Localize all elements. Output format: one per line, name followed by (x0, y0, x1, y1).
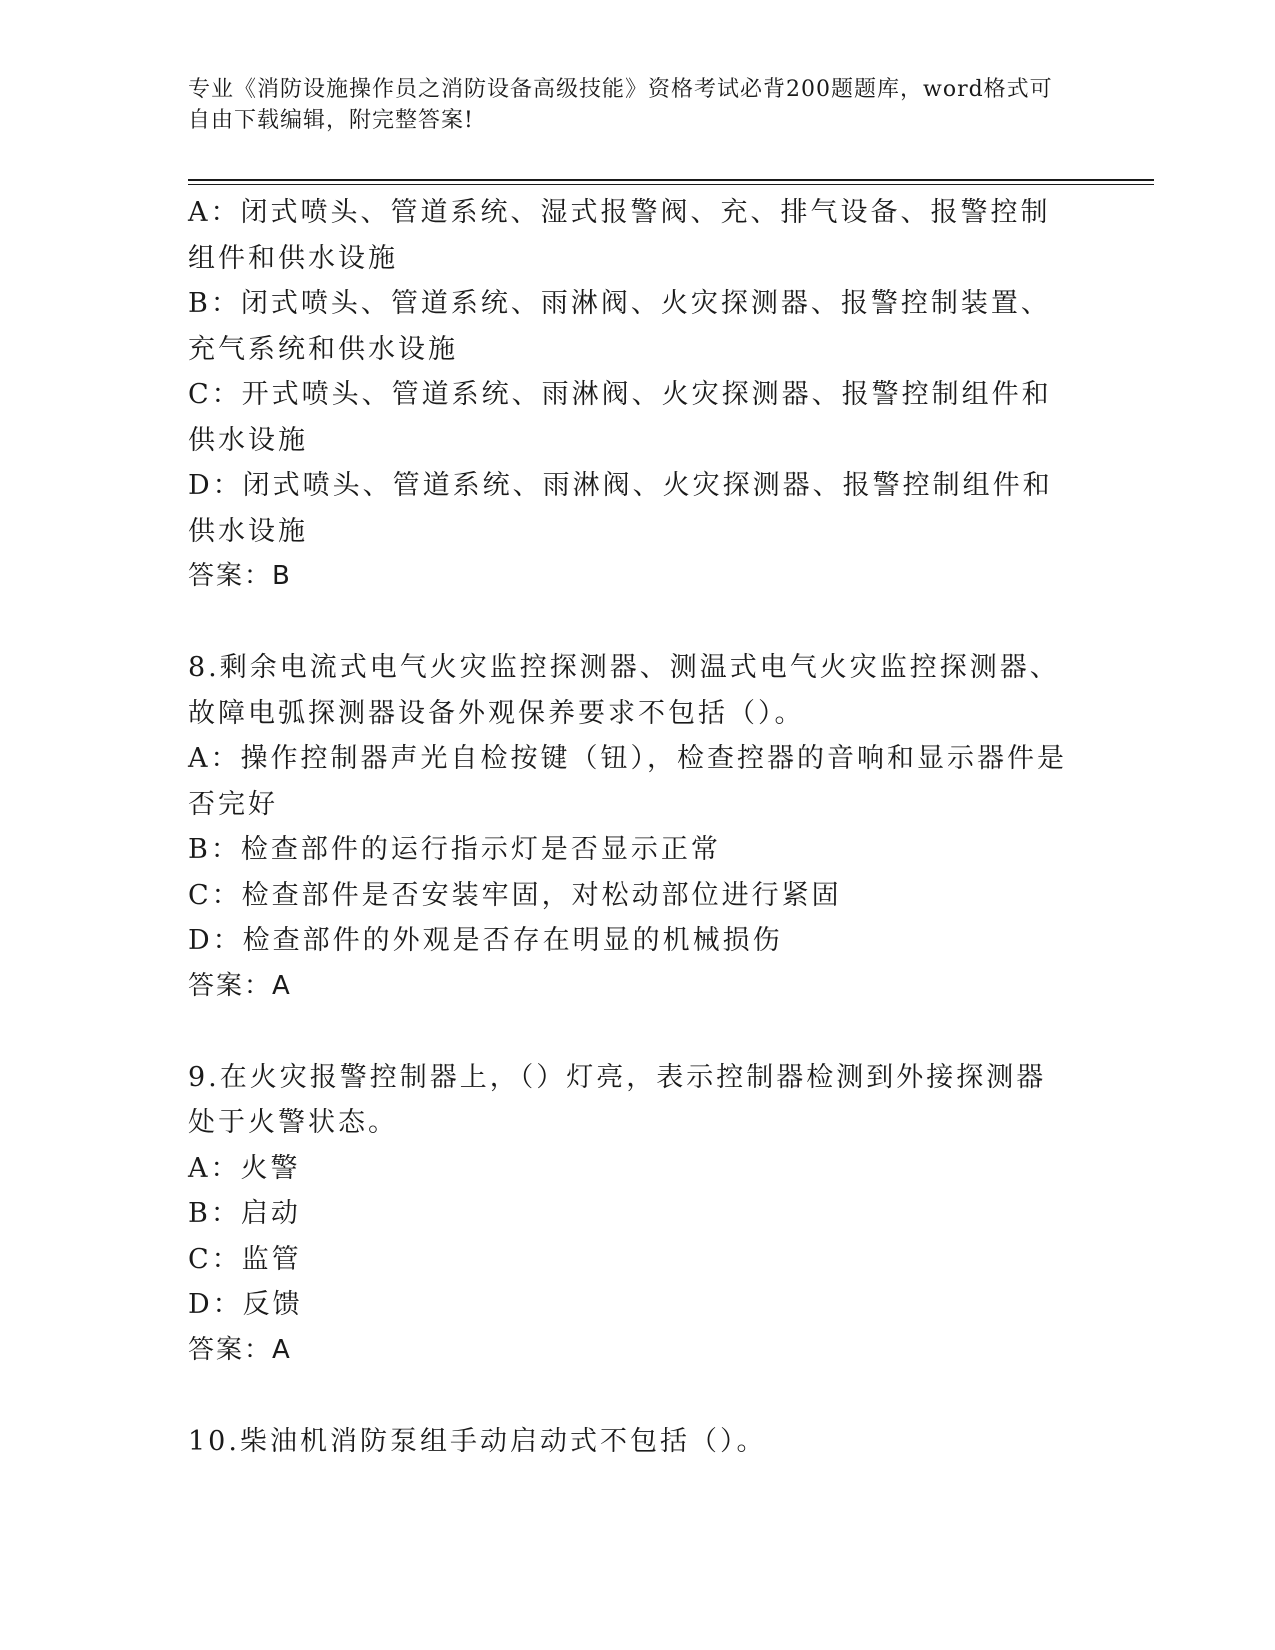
option-c: C：监管 (188, 1243, 302, 1275)
spacer (188, 1373, 1068, 1419)
question-stem: 9.在火灾报警控制器上，（）灯亮，表示控制器检测到外接探测器处于火警状态。 (188, 1061, 1047, 1138)
document-body (188, 190, 1068, 1464)
header-rule-thin (188, 184, 1154, 185)
question-8-block (188, 645, 1068, 1009)
answer-line: 答案：A (188, 1334, 292, 1365)
answer-line: 答案：B (188, 561, 292, 591)
option-b: B：启动 (188, 1198, 301, 1229)
spacer (188, 600, 1068, 646)
option-d: D：检查部件的外观是否存在明显的机械损伤 (188, 925, 783, 956)
option-b: B：检查部件的运行指示灯是否显示正常 (188, 834, 721, 865)
question-stem: 10.柴油机消防泵组手动启动式不包括（）。 (188, 1425, 767, 1457)
header-rule-thick (188, 179, 1154, 181)
option-a: A：操作控制器声光自检按键（钮），检查控器的音响和显示器件是否完好 (188, 743, 1067, 820)
question-9-block (188, 1055, 1068, 1374)
option-d: D：反馈 (188, 1289, 303, 1320)
question-stem: 8.剩余电流式电气火灾监控探测器、测温式电气火灾监控探测器、故障电弧探测器设备外观保养要求不包括（）。 (188, 652, 1060, 729)
option-a: A：火警 (188, 1152, 301, 1184)
document-header: 专业《消防设施操作员之消防设备高级技能》资格考试必背200题题库，word格式可自由下载编辑，附完整答案! (188, 77, 1053, 133)
option-c: C：检查部件是否安装牢固，对松动部位进行紧固 (188, 879, 842, 911)
option-c: C：开式喷头、管道系统、雨淋阀、火灾探测器、报警控制组件和供水设施 (188, 379, 1052, 456)
prev-question-block (188, 190, 1068, 600)
spacer (188, 1009, 1068, 1055)
option-a: A：闭式喷头、管道系统、湿式报警阀、充、排气设备、报警控制组件和供水设施 (188, 197, 1051, 274)
answer-line: 答案：A (188, 970, 292, 1001)
option-b: B：闭式喷头、管道系统、雨淋阀、火灾探测器、报警控制装置、充气系统和供水设施 (188, 288, 1051, 365)
option-d: D：闭式喷头、管道系统、雨淋阀、火灾探测器、报警控制组件和供水设施 (188, 470, 1053, 547)
question-10-block (188, 1419, 1068, 1465)
